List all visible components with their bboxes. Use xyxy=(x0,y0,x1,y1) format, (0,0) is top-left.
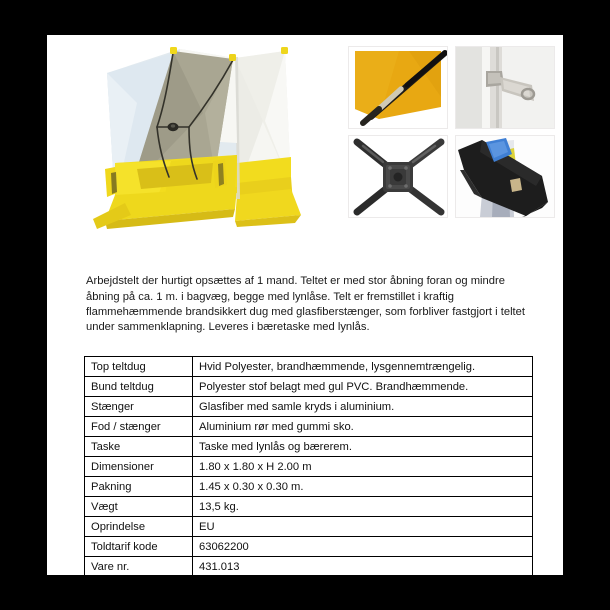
table-row xyxy=(85,557,533,577)
thumb-aluminium-cross-joint[interactable] xyxy=(348,135,448,218)
media-block xyxy=(85,43,555,235)
spec-label: Vare nr. xyxy=(85,557,193,577)
spec-label: Fod / stænger xyxy=(85,417,193,437)
spec-value: 63062200 xyxy=(193,537,533,557)
thumb-carry-bag[interactable] xyxy=(455,135,555,218)
spec-value: 13,5 kg. xyxy=(193,497,533,517)
spec-label: Dimensioner xyxy=(85,457,193,477)
thumb-zipper-pull[interactable] xyxy=(455,46,555,129)
table-row xyxy=(85,517,533,537)
table-row xyxy=(85,357,533,377)
spec-value: Glasfiber med samle kryds i aluminium. xyxy=(193,397,533,417)
apex-fitting-centre xyxy=(229,54,236,61)
spec-label: Bund teltdug xyxy=(85,377,193,397)
table-row xyxy=(85,537,533,557)
spec-label: Vægt xyxy=(85,497,193,517)
specification-table-body xyxy=(85,357,533,577)
tent-front-panel xyxy=(93,49,237,229)
spec-label: Toldtarif kode xyxy=(85,537,193,557)
product-datasheet-page xyxy=(47,35,563,575)
table-row xyxy=(85,497,533,517)
product-description: Arbejdstelt der hurtigt opsættes af 1 mand. Teltet er med stor åbning foran og mindre åbning på ca. 1 m. i bagvæg, begge med lynlåse. Telt er fremstillet i kraftig flammehæmmende brandsikkert dug med glasfiberstænger, som forbliver fastgjort i teltet under sammenklapning. Leveres i bæretaske med lynlås. xyxy=(86,275,525,334)
spec-value: Aluminium rør med gummi sko. xyxy=(193,417,533,437)
apex-fitting-right xyxy=(281,47,288,54)
table-row xyxy=(85,437,533,457)
spec-label: Taske xyxy=(85,437,193,457)
spec-value: 1.80 x 1.80 x H 2.00 m xyxy=(193,457,533,477)
spec-label: Oprindelse xyxy=(85,517,193,537)
specification-table xyxy=(84,356,533,577)
table-row xyxy=(85,397,533,417)
table-row xyxy=(85,417,533,437)
thumbnail-grid xyxy=(348,46,555,218)
spec-label: Top teltdug xyxy=(85,357,193,377)
table-row xyxy=(85,377,533,397)
spec-label: Stænger xyxy=(85,397,193,417)
work-tent-photo[interactable] xyxy=(85,43,343,235)
spec-value: EU xyxy=(193,517,533,537)
spec-value: Taske med lynlås og bærerem. xyxy=(193,437,533,457)
spec-value: 431.013 xyxy=(193,557,533,577)
spec-label: Pakning xyxy=(85,477,193,497)
spec-value: Polyester stof belagt med gul PVC. Brandhæmmende. xyxy=(193,377,533,397)
table-row xyxy=(85,477,533,497)
thumb-pole-on-yellow-fabric[interactable] xyxy=(348,46,448,129)
apex-fitting-left xyxy=(170,47,177,54)
spec-value: Hvid Polyester, brandhæmmende, lysgennemtrængelig. xyxy=(193,357,533,377)
spec-value: 1.45 x 0.30 x 0.30 m. xyxy=(193,477,533,497)
table-row xyxy=(85,457,533,477)
